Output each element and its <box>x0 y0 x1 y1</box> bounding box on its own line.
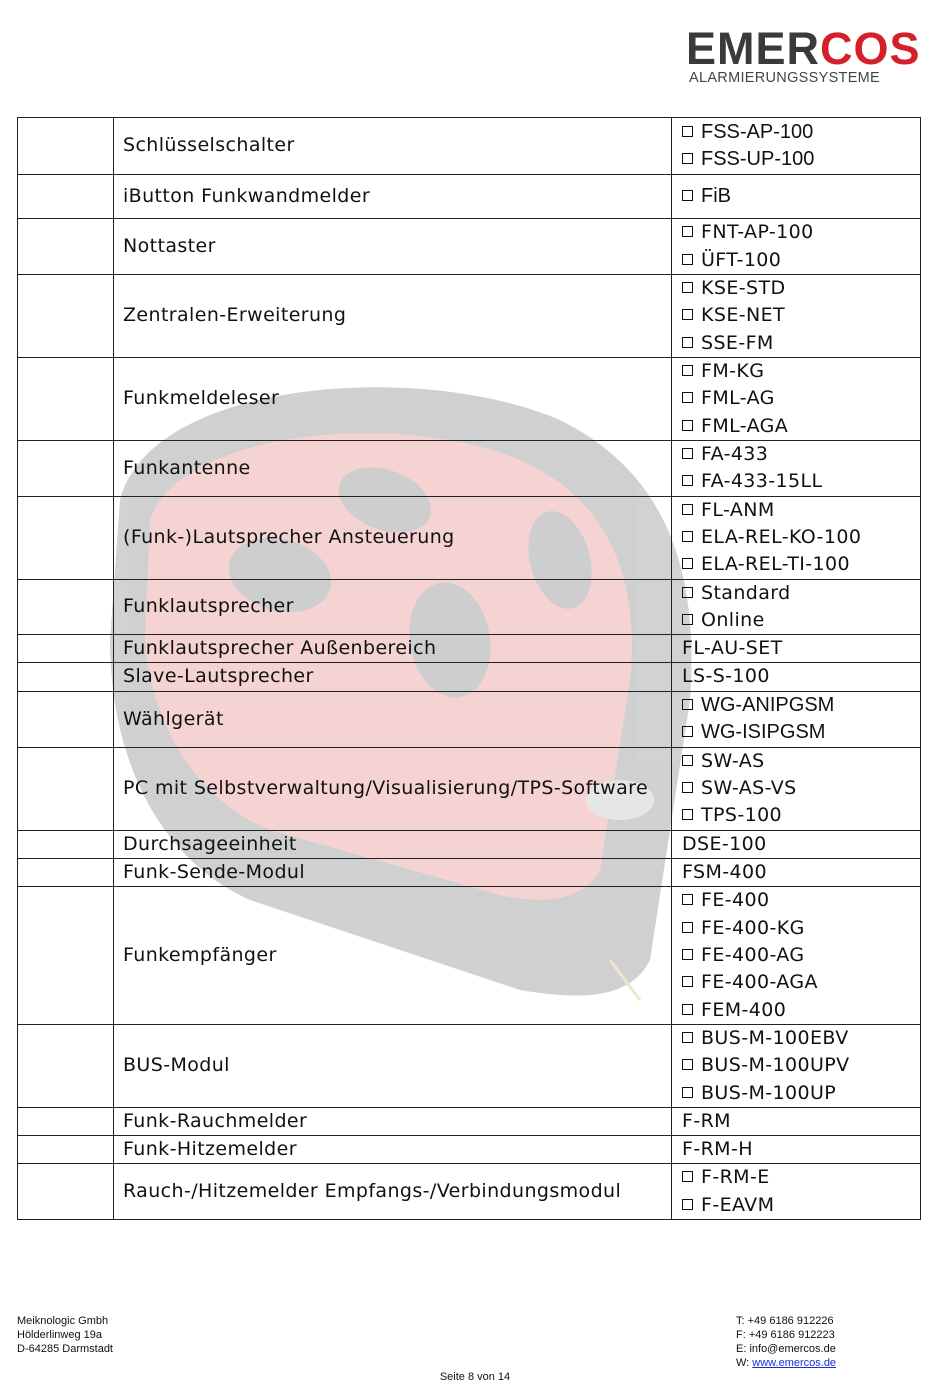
table-row <box>18 358 921 441</box>
product-option-label: FA-433-15LL <box>701 470 823 493</box>
table-row <box>18 496 921 579</box>
empty-cell <box>18 579 114 635</box>
product-option[interactable] <box>682 441 920 468</box>
checkbox-icon[interactable] <box>682 922 693 933</box>
product-option[interactable] <box>682 1080 920 1107</box>
product-option-label: KSE-STD <box>701 277 786 300</box>
checkbox-icon[interactable] <box>682 614 693 625</box>
product-category-label: (Funk-)Lautsprecher Ansteuerung <box>114 496 672 579</box>
product-option[interactable] <box>682 915 920 942</box>
product-option[interactable] <box>682 969 920 996</box>
checkbox-icon[interactable] <box>682 475 693 486</box>
product-options-cell <box>672 830 921 858</box>
product-option-label: FE-400-AG <box>701 943 805 966</box>
checkbox-icon[interactable] <box>682 392 693 403</box>
table-row <box>18 1024 921 1107</box>
empty-cell <box>18 1164 114 1220</box>
checkbox-icon[interactable] <box>682 1032 693 1043</box>
product-option[interactable] <box>682 748 920 775</box>
page-number: Seite 8 von 14 <box>439 1371 511 1383</box>
logo-brand-part2: COS <box>820 23 921 74</box>
product-option-label: FA-433 <box>701 443 769 465</box>
empty-cell <box>18 219 114 275</box>
table-row <box>18 118 921 175</box>
checkbox-icon[interactable] <box>682 726 693 737</box>
checkbox-icon[interactable] <box>682 309 693 320</box>
footer-web <box>736 1356 836 1370</box>
empty-cell <box>18 859 114 887</box>
product-category-label: Zentralen-Erweiterung <box>114 275 672 358</box>
product-options-cell <box>672 635 921 663</box>
product-category-label: Funk-Sende-Modul <box>114 859 672 887</box>
checkbox-icon[interactable] <box>682 365 693 376</box>
product-option[interactable] <box>682 275 920 302</box>
table-row <box>18 175 921 219</box>
checkbox-icon[interactable] <box>682 558 693 569</box>
product-options-cell <box>672 496 921 579</box>
table-row <box>18 887 921 1024</box>
checkbox-icon[interactable] <box>682 420 693 431</box>
product-options-cell <box>672 1136 921 1164</box>
product-option-label: TPS-100 <box>701 804 783 827</box>
empty-cell <box>18 175 114 219</box>
checkbox-icon[interactable] <box>682 699 693 710</box>
product-category-label: Durchsageeinheit <box>114 830 672 858</box>
product-option[interactable] <box>682 468 920 495</box>
empty-cell <box>18 1107 114 1135</box>
product-option-label: WG-ISIPGSM <box>701 721 826 744</box>
table-row <box>18 663 921 691</box>
product-category-label: Funk-Hitzemelder <box>114 1136 672 1164</box>
table-row <box>18 1164 921 1220</box>
logo-wordmark <box>686 23 921 74</box>
empty-cell <box>18 635 114 663</box>
product-category-label: Funk-Rauchmelder <box>114 1107 672 1135</box>
table-row <box>18 859 921 887</box>
product-option-label: SW-AS-VS <box>701 777 797 800</box>
checkbox-icon[interactable] <box>682 1199 693 1210</box>
product-option[interactable] <box>682 1192 920 1219</box>
product-option-label: FE-400 <box>701 889 770 912</box>
footer-company: Meiknologic Gmbh <box>17 1315 109 1327</box>
checkbox-icon[interactable] <box>682 531 693 542</box>
product-table <box>17 117 921 1220</box>
product-option-label: WG-ANIPGSM <box>701 693 835 716</box>
product-option[interactable] <box>682 119 920 146</box>
product-options-cell <box>672 691 921 747</box>
checkbox-icon[interactable] <box>682 226 693 237</box>
product-option[interactable] <box>682 497 920 524</box>
product-code: FL-AU-SET <box>682 637 783 660</box>
product-option-label: ELA-REL-TI-100 <box>701 553 850 576</box>
product-option[interactable] <box>682 358 920 385</box>
product-option[interactable] <box>682 1025 920 1052</box>
product-options-cell <box>672 441 921 497</box>
table-row <box>18 441 921 497</box>
product-category-label: Wählgerät <box>114 691 672 747</box>
product-options-cell <box>672 579 921 635</box>
product-category-label: Rauch-/Hitzemelder Empfangs-/Verbindungsmodul <box>114 1164 672 1220</box>
product-category-label: PC mit Selbstverwaltung/Visualisierung/TPS-Software <box>114 747 672 830</box>
empty-cell <box>18 691 114 747</box>
product-option-label: FML-AGA <box>701 414 789 437</box>
table-row <box>18 635 921 663</box>
product-option[interactable] <box>682 775 920 802</box>
empty-cell <box>18 1024 114 1107</box>
product-option-label: KSE-NET <box>701 304 786 327</box>
checkbox-icon[interactable] <box>682 126 693 137</box>
product-option-label: BUS-M-100UPV <box>701 1054 850 1077</box>
empty-cell <box>18 118 114 175</box>
checkbox-icon[interactable] <box>682 1087 693 1098</box>
footer-email: E: info@emercos.de <box>736 1343 836 1355</box>
product-code: DSE-100 <box>682 832 767 855</box>
footer-address <box>17 1314 113 1356</box>
product-options-cell <box>672 1107 921 1135</box>
product-option-label: FM-KG <box>701 360 765 383</box>
product-option-label: BUS-M-100EBV <box>701 1026 849 1049</box>
checkbox-icon[interactable] <box>682 1004 693 1015</box>
product-category-label: Schlüsselschalter <box>114 118 672 175</box>
product-category-label: iButton Funkwandmelder <box>114 175 672 219</box>
product-options-cell <box>672 747 921 830</box>
product-option[interactable] <box>682 247 920 274</box>
product-option-label: Online <box>701 608 765 631</box>
empty-cell <box>18 358 114 441</box>
product-option-label: FL-ANM <box>701 498 775 521</box>
product-option[interactable] <box>682 942 920 969</box>
product-option[interactable] <box>682 692 920 719</box>
checkbox-icon[interactable] <box>682 337 693 348</box>
empty-cell <box>18 441 114 497</box>
checkbox-icon[interactable] <box>682 894 693 905</box>
checkbox-icon[interactable] <box>682 448 693 459</box>
product-option-label: SSE-FM <box>701 331 774 354</box>
checkbox-icon[interactable] <box>682 1171 693 1182</box>
product-option[interactable] <box>682 219 920 246</box>
empty-cell <box>18 275 114 358</box>
product-code: F-RM-H <box>682 1138 753 1161</box>
table-row <box>18 1136 921 1164</box>
product-option-label: BUS-M-100UP <box>701 1081 837 1104</box>
product-option-label: FiB <box>701 184 731 207</box>
product-options-cell <box>672 663 921 691</box>
product-options-cell <box>672 275 921 358</box>
checkbox-icon[interactable] <box>682 782 693 793</box>
logo-tagline: ALARMIERUNGSSYSTEME <box>689 70 881 86</box>
checkbox-icon[interactable] <box>682 504 693 515</box>
product-option-label: ELA-REL-KO-100 <box>701 525 862 548</box>
checkbox-icon[interactable] <box>682 190 693 201</box>
product-option[interactable] <box>682 607 920 634</box>
checkbox-icon[interactable] <box>682 949 693 960</box>
checkbox-icon[interactable] <box>682 282 693 293</box>
product-option[interactable] <box>682 802 920 829</box>
footer-web-prefix: W: <box>736 1357 753 1369</box>
footer-contact <box>736 1314 836 1370</box>
checkbox-icon[interactable] <box>682 153 693 164</box>
product-option[interactable] <box>682 887 920 914</box>
product-option-label: FNT-AP-100 <box>701 221 814 244</box>
product-option[interactable] <box>682 524 920 551</box>
table-row <box>18 691 921 747</box>
product-category-label: Slave-Lautsprecher <box>114 663 672 691</box>
empty-cell <box>18 747 114 830</box>
table-row <box>18 1107 921 1135</box>
product-option[interactable] <box>682 1052 920 1079</box>
product-options-cell <box>672 219 921 275</box>
checkbox-icon[interactable] <box>682 755 693 766</box>
product-option[interactable] <box>682 183 920 210</box>
product-option-label: FSS-UP-100 <box>701 148 815 170</box>
footer-street: Hölderlinweg 19a <box>17 1329 102 1341</box>
empty-cell <box>18 663 114 691</box>
product-option[interactable] <box>682 302 920 329</box>
product-option-label: FML-AG <box>701 387 775 410</box>
product-option[interactable] <box>682 413 920 440</box>
checkbox-icon[interactable] <box>682 809 693 820</box>
product-options-cell <box>672 887 921 1024</box>
product-option[interactable] <box>682 1164 920 1191</box>
empty-cell <box>18 830 114 858</box>
product-category-label: Nottaster <box>114 219 672 275</box>
empty-cell <box>18 887 114 1024</box>
product-category-label: BUS-Modul <box>114 1024 672 1107</box>
product-category-label: Funklautsprecher <box>114 579 672 635</box>
product-category-label: Funkantenne <box>114 441 672 497</box>
table-row <box>18 747 921 830</box>
product-code: LS-S-100 <box>682 665 770 688</box>
product-code: FSM-400 <box>682 861 767 884</box>
footer-fax: F: +49 6186 912223 <box>736 1329 835 1341</box>
table-row <box>18 579 921 635</box>
product-option-label: FE-400-KG <box>701 916 805 939</box>
product-options-cell <box>672 859 921 887</box>
product-category-label: Funkempfänger <box>114 887 672 1024</box>
footer-phone: T: +49 6186 912226 <box>736 1315 834 1327</box>
checkbox-icon[interactable] <box>682 254 693 265</box>
product-table-container <box>17 117 920 1220</box>
logo-brand-part1: EMER <box>686 23 821 74</box>
product-option-label: FEM-400 <box>701 998 787 1021</box>
product-option[interactable] <box>682 146 920 173</box>
product-options-cell <box>672 175 921 219</box>
empty-cell <box>18 1136 114 1164</box>
product-option-label: FSS-AP-100 <box>701 120 814 143</box>
product-option[interactable] <box>682 551 920 578</box>
product-options-cell <box>672 358 921 441</box>
product-options-cell <box>672 118 921 175</box>
product-category-label: Funklautsprecher Außenbereich <box>114 635 672 663</box>
product-option-label: Standard <box>701 581 791 604</box>
product-option[interactable] <box>682 385 920 412</box>
table-row <box>18 830 921 858</box>
product-option[interactable] <box>682 580 920 607</box>
empty-cell <box>18 496 114 579</box>
product-options-cell <box>672 1164 921 1220</box>
product-option-label: F-RM-E <box>701 1166 770 1189</box>
product-option[interactable] <box>682 719 920 746</box>
table-row <box>18 219 921 275</box>
product-code: F-RM <box>682 1109 731 1132</box>
product-option-label: FE-400-AGA <box>701 971 818 994</box>
checkbox-icon[interactable] <box>682 1059 693 1070</box>
product-options-cell <box>672 1024 921 1107</box>
footer-city: D-64285 Darmstadt <box>17 1343 113 1355</box>
table-row <box>18 275 921 358</box>
emercos-logo <box>686 23 921 86</box>
product-option-label: F-EAVM <box>701 1193 775 1216</box>
product-option[interactable] <box>682 997 920 1024</box>
checkbox-icon[interactable] <box>682 587 693 598</box>
product-table-body <box>18 118 921 1220</box>
product-option-label: SW-AS <box>701 749 765 772</box>
product-option-label: ÜFT-100 <box>701 248 782 271</box>
product-option[interactable] <box>682 330 920 357</box>
footer-web-link[interactable]: www.emercos.de <box>752 1357 837 1369</box>
product-category-label: Funkmeldeleser <box>114 358 672 441</box>
checkbox-icon[interactable] <box>682 976 693 987</box>
